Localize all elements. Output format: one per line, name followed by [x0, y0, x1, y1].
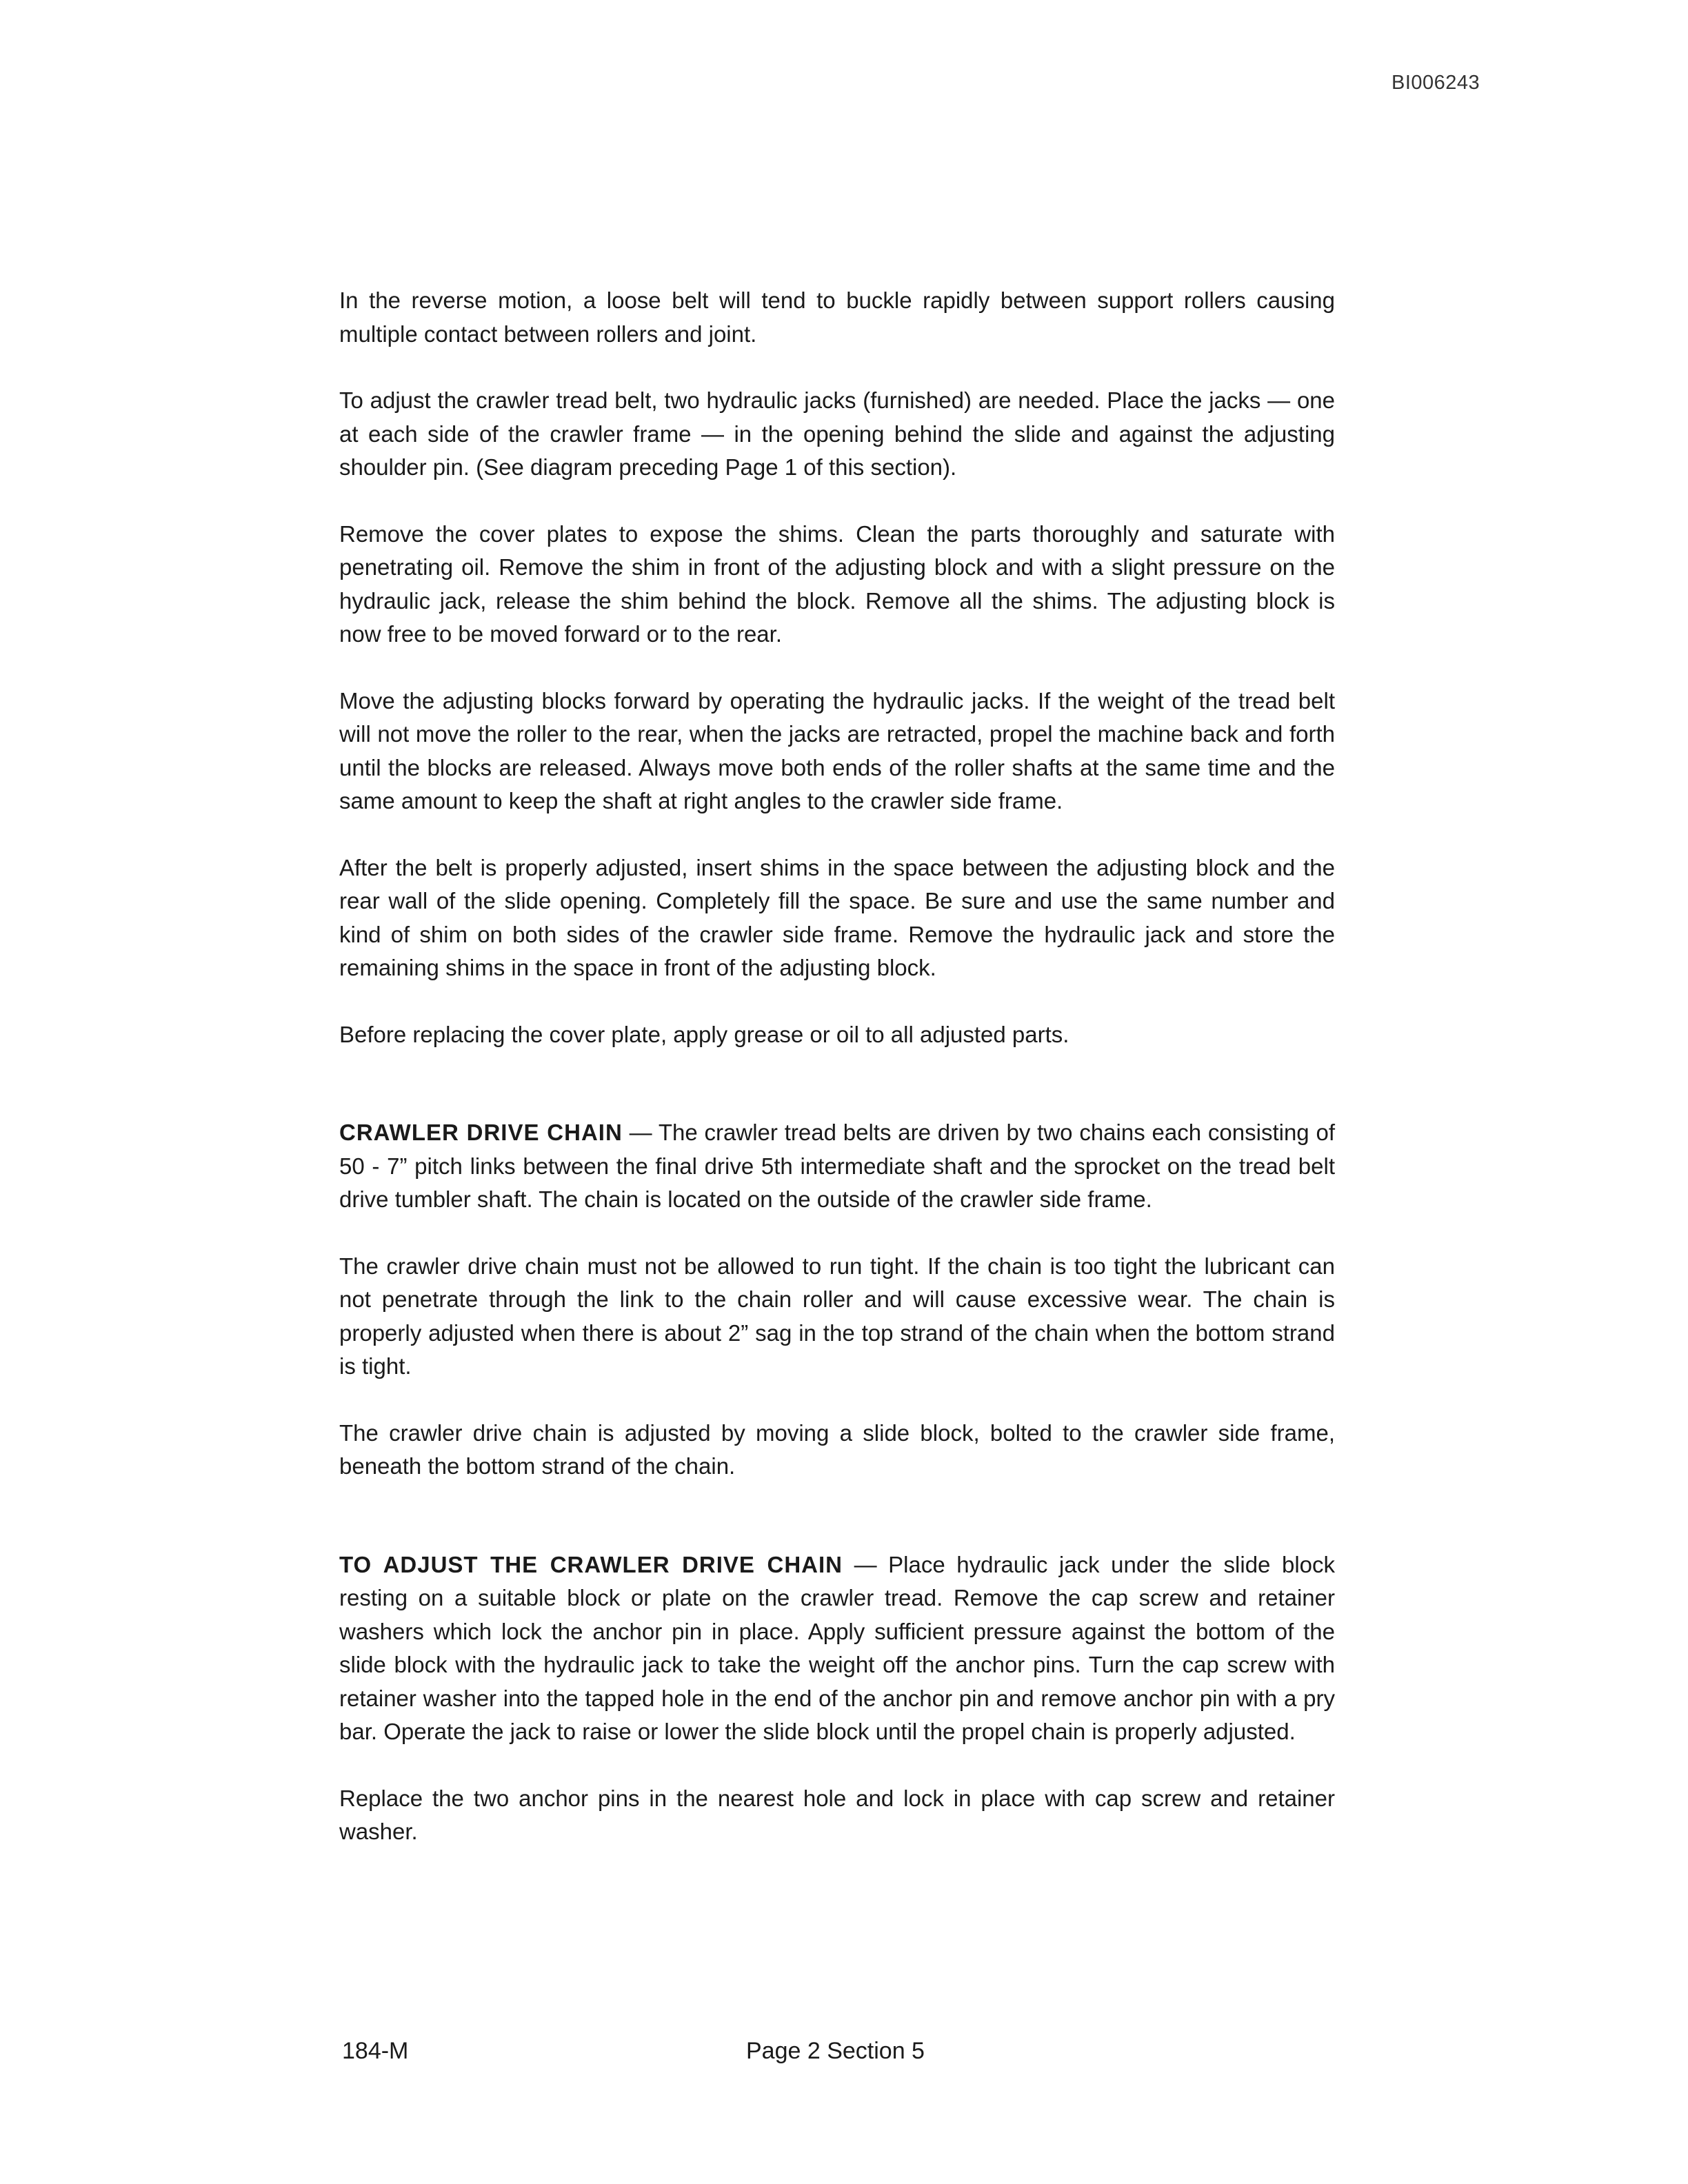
- paragraph-apply-grease: Before replacing the cover plate, apply grease or oil to all adjusted parts.: [339, 1021, 1069, 1047]
- paragraph-slide-block: The crawler drive chain is adjusted by moving a slide block, bolted to the crawler side frame, beneath the bottom strand of the chain.: [339, 1419, 1335, 1479]
- paragraph-move-adjusting-blocks: Move the adjusting blocks forward by operating the hydraulic jacks. If the weight of the tread belt will not move the roller to the rear, when the jacks are retracted, propel the machine back and forth until the blocks are released. Always move both ends of the roller shafts at the same time and the same amount to keep the shaft at right angles to the crawler side frame.: [339, 687, 1335, 813]
- paragraph-adjust-tread-belt: To adjust the crawler tread belt, two hydraulic jacks (furnished) are needed. Place the jacks — one at each side of the crawler frame — in the opening behind the slide and against the adjusting shoulder pin. (See diagram preceding Page 1 of this section).: [339, 387, 1335, 480]
- paragraph-chain-tightness: The crawler drive chain must not be allowed to run tight. If the chain is too tight the lubricant can not penetrate through the link to the chain roller and will cause excessive wear. The chain is properly adjusted when there is about 2” sag in the top strand of the chain when the bottom strand is tight.: [339, 1253, 1335, 1379]
- paragraph-replace-anchor-pins: Replace the two anchor pins in the nearest hole and lock in place with cap screw and retainer washer.: [339, 1785, 1335, 1844]
- body-text: [339, 284, 1335, 1882]
- section-heading: CRAWLER DRIVE CHAIN: [339, 1120, 623, 1145]
- paragraph-insert-shims: After the belt is properly adjusted, insert shims in the space between the adjusting block and the rear wall of the slide opening. Completely fill the space. Be sure and use the same number and kind of shim on both sides of the crawler side frame. Remove the hydraulic jack and store the remaining shims in the space in front of the adjusting block.: [339, 854, 1335, 980]
- document-id: BI006243: [1391, 72, 1480, 94]
- paragraph-crawler-drive-chain: CRAWLER DRIVE CHAIN — The crawler tread belts are driven by two chains each consisting of 50 - 7” pitch links between the final drive 5th intermediate shaft and the sprocket on the tread belt drive tumbler shaft. The chain is located on the outside of the crawler side frame.: [339, 1120, 1335, 1212]
- footer-model: 184-M: [342, 2038, 409, 2064]
- paragraph-reverse-motion: In the reverse motion, a loose belt will tend to buckle rapidly between support rollers causing multiple contact between rollers and joint.: [339, 287, 1335, 347]
- paragraph-adjust-drive-chain: TO ADJUST THE CRAWLER DRIVE CHAIN — Place hydraulic jack under the slide block resting on a suitable block or plate on the crawler tread. Remove the cap screw and retainer washers which lock the anchor pin in place. Apply sufficient pressure against the bottom of the slide block with the hydraulic jack to take the weight off the anchor pins. Turn the cap screw with retainer washer into the tapped hole in the end of the anchor pin and remove anchor pin with a pry bar. Operate the jack to raise or lower the slide block until the propel chain is properly adjusted.: [339, 1551, 1335, 1744]
- section-heading: TO ADJUST THE CRAWLER DRIVE CHAIN: [339, 1551, 843, 1577]
- footer-page-number: Page 2 Section 5: [746, 2038, 925, 2064]
- paragraph-remove-cover-plates: Remove the cover plates to expose the shims. Clean the parts thoroughly and saturate with penetrating oil. Remove the shim in front of the adjusting block and with a slight pressure on the hydraulic jack, release the shim behind the block. Remove all the shims. The adjusting block is now free to be moved forward or to the rear.: [339, 520, 1335, 647]
